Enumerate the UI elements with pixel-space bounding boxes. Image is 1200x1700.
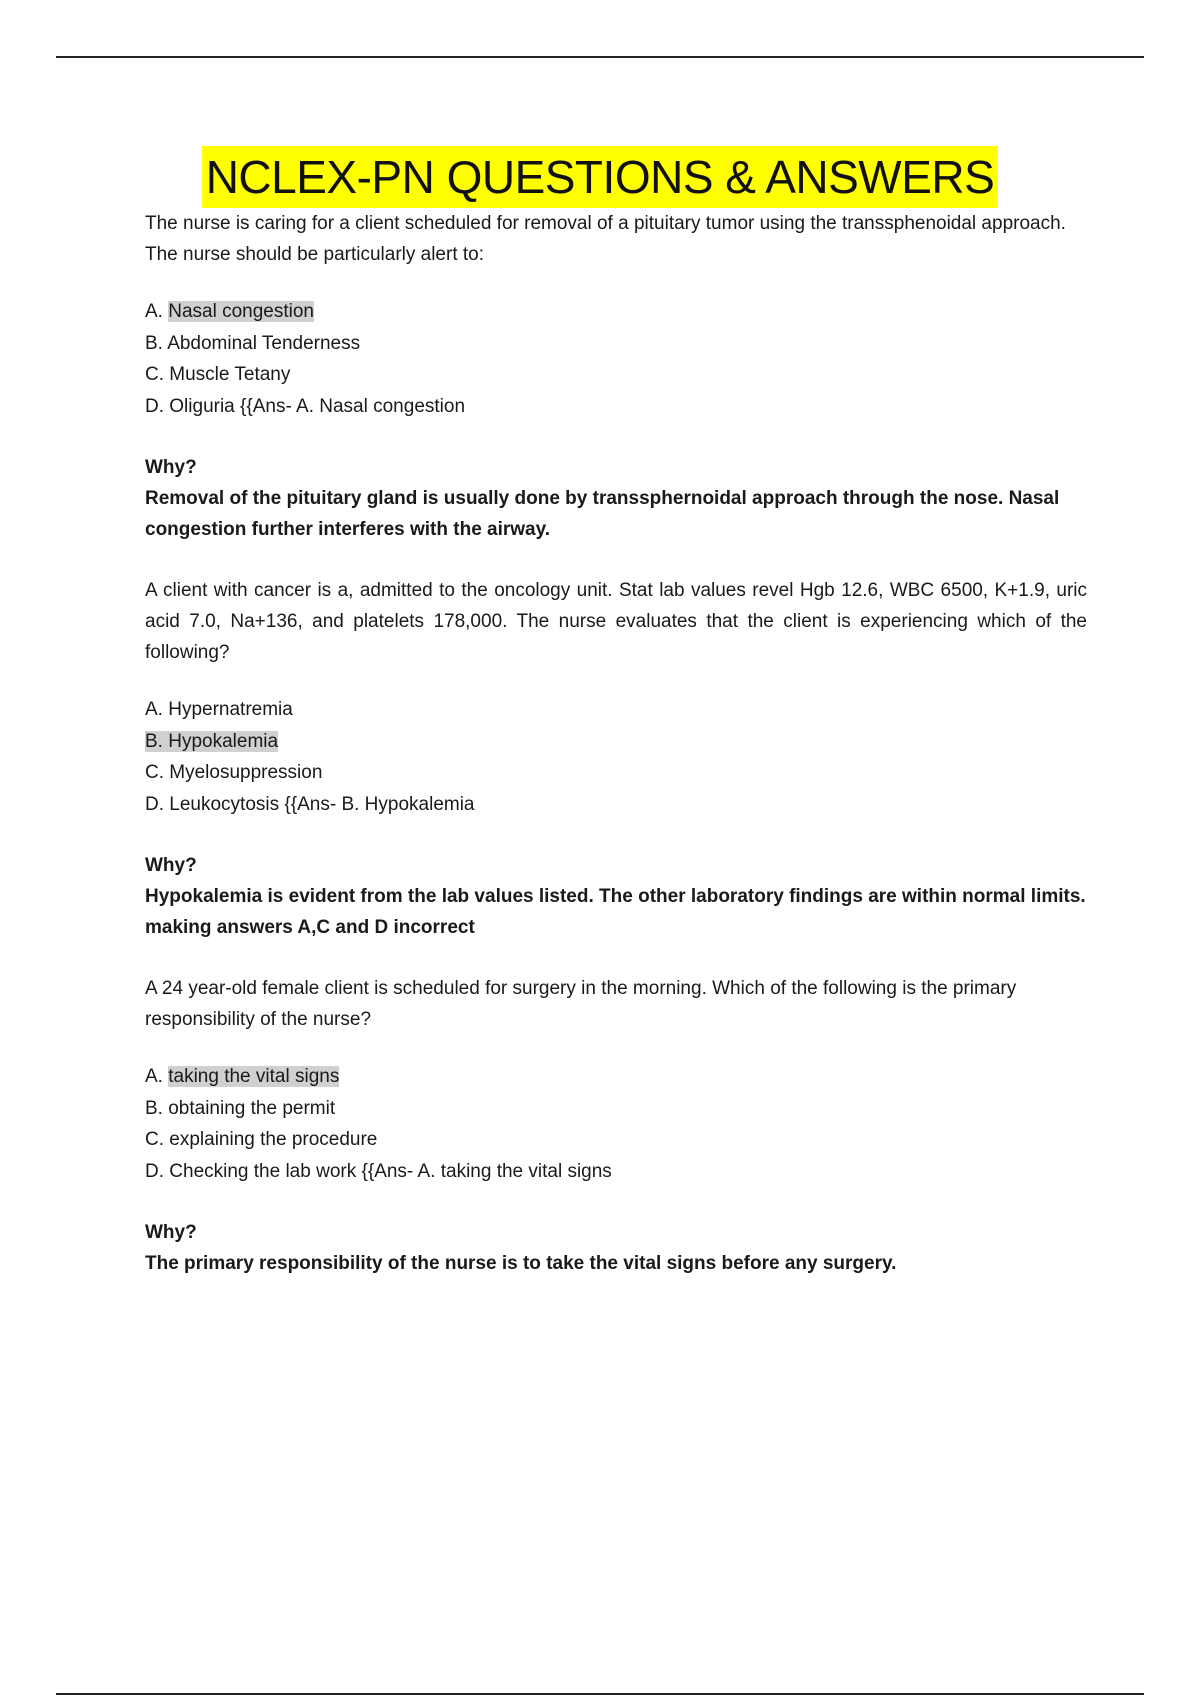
option-c: C. Myelosuppression bbox=[145, 762, 323, 783]
document-body bbox=[145, 208, 1087, 1279]
question-block-2 bbox=[145, 575, 1087, 943]
answer-key: {{Ans- A. Nasal congestion bbox=[234, 395, 466, 417]
answer-key: {{Ans- B. Hypokalemia bbox=[279, 793, 475, 815]
option-d: D. Leukocytosis {{Ans- B. Hypokalemia bbox=[145, 793, 475, 815]
answer-key: {{Ans- A. taking the vital signs bbox=[356, 1160, 612, 1182]
option-d: D. Oliguria {{Ans- A. Nasal congestion bbox=[145, 395, 466, 417]
why-label: Why? bbox=[145, 1222, 197, 1243]
question-text: A client with cancer is a, admitted to the oncology unit. Stat lab values revel Hgb 12.6, WBC 6500, K+1.9, uric acid 7.0, Na+136, and platelets 178,000. The nurse evaluates that the client is experiencing which of the following? bbox=[145, 580, 1087, 663]
highlighted-answer: taking the vital signs bbox=[168, 1066, 340, 1087]
question-text: The nurse is caring for a client scheduled for removal of a pituitary tumor using the transsphenoidal approach. The nurse should be particularly alert to: bbox=[145, 213, 1066, 265]
highlighted-answer: B. Hypokalemia bbox=[145, 730, 279, 752]
title-container bbox=[0, 146, 1200, 208]
why-label: Why? bbox=[145, 457, 197, 478]
why-explanation: The primary responsibility of the nurse is to take the vital signs before any surgery. bbox=[145, 1253, 897, 1274]
question-block-1 bbox=[145, 208, 1087, 545]
answer-options bbox=[145, 1061, 1087, 1187]
header-rule bbox=[56, 56, 1144, 58]
option-a: A. Hypernatremia bbox=[145, 699, 293, 720]
option-b bbox=[145, 726, 1087, 758]
why-explanation: Hypokalemia is evident from the lab values listed. The other laboratory findings are within normal limits. making answers A,C and D incorrect bbox=[145, 886, 1086, 938]
option-d: D. Checking the lab work {{Ans- A. taking the vital signs bbox=[145, 1160, 612, 1182]
question-text: A 24 year-old female client is scheduled for surgery in the morning. Which of the following is the primary responsibility of the nurse? bbox=[145, 978, 1017, 1030]
option-a: A. taking the vital signs bbox=[145, 1066, 340, 1087]
question-block-3 bbox=[145, 973, 1087, 1279]
document-title: NCLEX-PN QUESTIONS & ANSWERS bbox=[202, 146, 999, 208]
why-label: Why? bbox=[145, 855, 197, 876]
why-explanation: Removal of the pituitary gland is usually done by transsphernoidal approach through the nose. Nasal congestion further interferes with the airway. bbox=[145, 488, 1060, 540]
option-c: C. Muscle Tetany bbox=[145, 364, 291, 385]
highlighted-answer: Nasal congestion bbox=[168, 301, 314, 322]
answer-options bbox=[145, 296, 1087, 422]
option-b: B. obtaining the permit bbox=[145, 1097, 336, 1119]
footer-rule bbox=[56, 1693, 1144, 1695]
option-c: C. explaining the procedure bbox=[145, 1129, 378, 1150]
answer-options bbox=[145, 694, 1087, 820]
option-b: B. Abdominal Tenderness bbox=[145, 332, 361, 354]
option-a: A. Nasal congestion bbox=[145, 301, 314, 322]
